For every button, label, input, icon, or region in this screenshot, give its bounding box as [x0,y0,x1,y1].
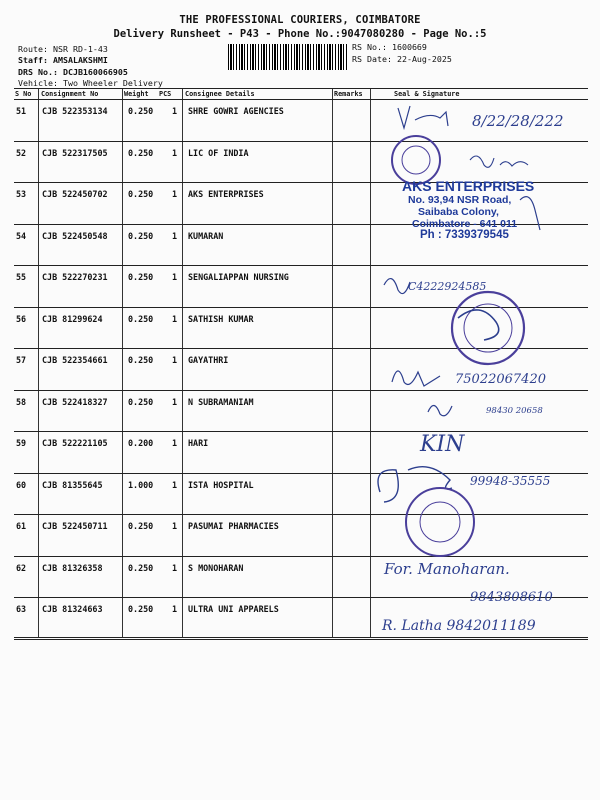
signature-scribble [384,279,410,294]
row-pcs: 1 [172,396,178,407]
insurance-stamp [452,292,524,364]
route-label: Route: NSR RD-1-43 [18,44,108,54]
company-title: THE PROFESSIONAL COURIERS, COIMBATORE [179,14,421,26]
row-weight: 0.250 [128,189,154,199]
header-consignee: Consignee Details [185,90,255,98]
rs-date: RS Date: 22-Aug-2025 [352,54,452,64]
row-consignee: AKS ENTERPRISES [188,189,264,199]
stamp-address1: No. 93,94 NSR Road, [408,194,512,206]
row-pcs: 1 [172,230,178,241]
pharmacy-stamp-inner [420,502,460,542]
row-pcs: 1 [172,355,178,365]
handwritten-date: 8/22/28/222 [472,112,564,130]
handwritten-number: 9843808610 [470,590,553,605]
row-pcs: 1 [172,147,178,158]
row-consignee: SHRE GOWRI AGENCIES [188,106,284,116]
handwritten-number: 75022067420 [455,372,546,387]
row-consignee: PASUMAI PHARMACIES [188,521,279,531]
row-sno: 51 [16,106,27,116]
handwritten-name: R. Latha 9842011189 [382,618,536,634]
handwritten-number: C4222924585 [408,280,487,293]
handwritten-name: For. Manoharan. [384,560,510,578]
pharmacy-stamp [406,488,474,556]
row-sno: 53 [16,189,27,199]
row-sno: 52 [16,147,27,158]
row-consignee: ISTA HOSPITAL [188,479,254,490]
row-consignee: SENGALIAPPAN NURSING [188,272,289,282]
row-pcs: 1 [172,106,178,116]
row-consignment: CJB 522270231 [42,272,108,282]
row-consignment: CJB 81324663 [42,604,103,614]
header-sno: S No [15,90,32,98]
row-sno: 61 [16,521,27,531]
row-sno: 63 [16,604,27,614]
row-weight: 0.250 [128,313,154,324]
signature-scribble [520,197,540,230]
row-sno: 54 [16,230,27,241]
rs-number: RS No.: 1600669 [352,42,427,52]
row-sno: 62 [16,562,27,573]
row-pcs: 1 [172,438,178,448]
staff-label: Staff: AMSALAKSHMI [18,55,108,65]
row-weight: 0.250 [128,355,154,365]
row-weight: 1.000 [128,479,154,490]
handwritten-number: 99948-35555 [470,474,551,488]
row-weight: 0.250 [128,147,154,158]
row-consignee: KUMARAN [188,230,224,241]
runsheet-title: Delivery Runsheet - P43 - Phone No.:9047080280 - Page No.:5 [113,28,487,40]
row-consignee: HARI [188,438,209,448]
row-weight: 0.250 [128,604,154,614]
row-pcs: 1 [172,479,178,490]
row-consignment: CJB 522450702 [42,189,108,199]
header-seal: Seal & Signature [394,90,460,98]
row-weight: 0.250 [128,272,154,282]
row-consignment: CJB 81355645 [42,479,103,490]
header-remarks: Remarks [334,90,363,98]
signature-scribble [378,467,452,502]
header-pcs: PCS [159,90,172,98]
stamp-address3: Coimbatore - 641 011 [412,218,518,230]
row-consignment: CJB 81299624 [42,313,103,324]
handwritten-initials: KIN [420,432,465,457]
row-pcs: 1 [172,189,178,199]
row-consignment: CJB 522354661 [42,355,108,365]
header-consignment: Consignment No [41,90,99,98]
row-consignment: CJB 522418327 [42,396,108,407]
row-weight: 0.250 [128,562,154,573]
row-consignment: CJB 522317505 [42,147,108,158]
row-consignee: N SUBRAMANIAM [188,396,254,407]
handwritten-number: 98430 20658 [486,406,543,416]
row-pcs: 1 [172,521,178,531]
round-stamp [392,136,440,184]
stamp-address2: Saibaba Colony, [418,206,499,218]
row-sno: 57 [16,355,27,365]
signature-scribble [392,371,440,386]
row-consignment: CJB 522353134 [42,106,108,116]
signature-scribble [428,405,452,415]
row-sno: 55 [16,272,27,282]
row-consignee: ULTRA UNI APPARELS [188,604,279,614]
row-consignee: GAYATHRI [188,355,229,365]
row-weight: 0.250 [128,106,154,116]
row-weight: 0.250 [128,230,154,241]
row-sno: 58 [16,396,27,407]
row-consignee: LIC OF INDIA [188,147,249,158]
stamp-phone: Ph : 7339379545 [420,229,509,241]
row-sno: 59 [16,438,27,448]
row-pcs: 1 [172,272,178,282]
drs-label: DRS No.: DCJB160066905 [18,67,128,77]
row-pcs: 1 [172,604,178,614]
row-consignment: CJB 81326358 [42,562,103,573]
signature-scribble [398,106,448,128]
row-consignment: CJB 522450548 [42,230,108,241]
vehicle-label: Vehicle: Two Wheeler Delivery [18,78,163,88]
row-pcs: 1 [172,313,178,324]
row-weight: 0.250 [128,521,154,531]
row-sno: 56 [16,313,27,324]
row-consignee: S MONOHARAN [188,562,244,573]
row-consignee: SATHISH KUMAR [188,313,254,324]
stamp-company: AKS ENTERPRISES [402,178,535,194]
row-weight: 0.250 [128,396,154,407]
row-weight: 0.200 [128,438,154,448]
signature-scribble [470,156,528,167]
round-stamp-inner [402,146,430,174]
row-pcs: 1 [172,562,178,573]
row-sno: 60 [16,479,27,490]
row-consignment: CJB 522221105 [42,438,108,448]
header-weight: Weight [124,90,149,98]
row-consignment: CJB 522450711 [42,521,108,531]
